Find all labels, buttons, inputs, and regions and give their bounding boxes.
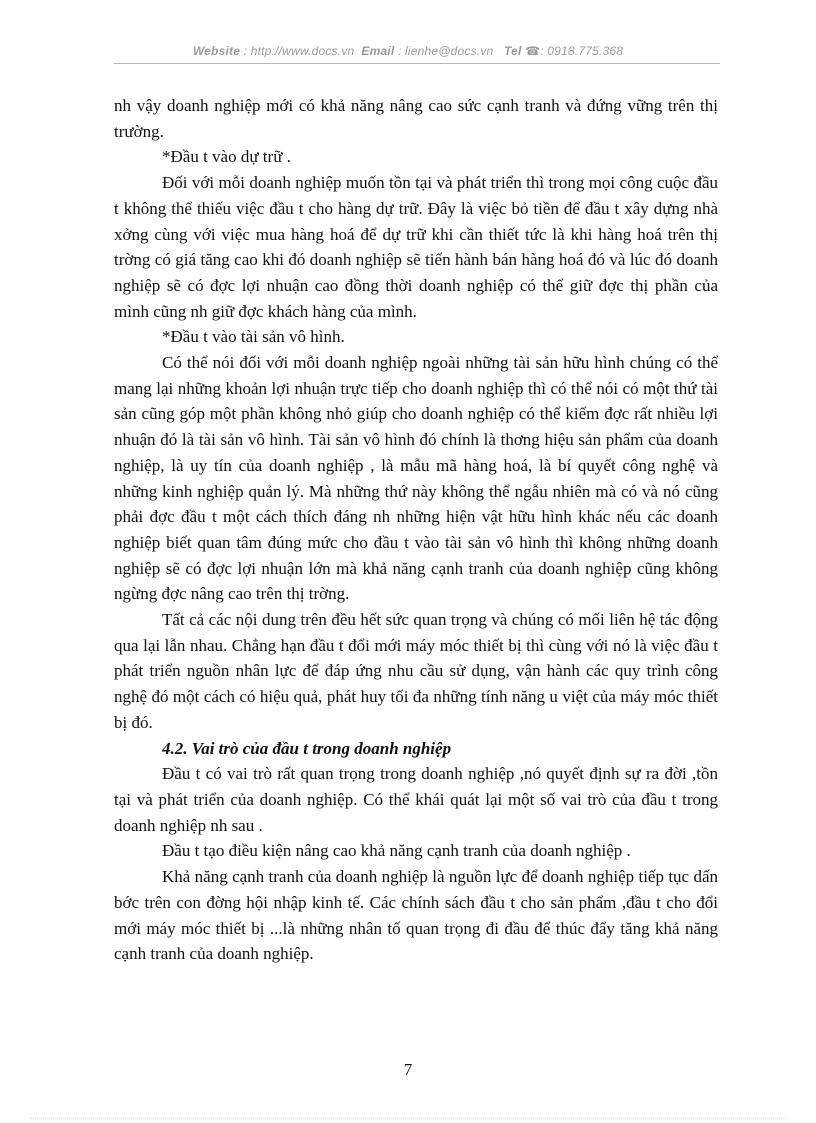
paragraph: Đầu t có vai trò rất quan trọng trong doanh nghiệp ,nó quyết định sự ra đời ,tồn tại và phát triển của doanh nghiệp. Có thể khái quát lại một số vai trò của đầu t trong doanh nghiệp nh sau . [114, 764, 718, 835]
website-label: Website [192, 44, 241, 58]
email-value: : lienhe@docs.vn [397, 44, 494, 58]
paragraph: *Đầu t vào dự trữ . [162, 147, 291, 167]
paragraph: Có thể nói đối với mỗi doanh nghiệp ngoài những tài sản hữu hình chúng có thể mang lại những khoản lợi nhuận trực tiếp cho doanh nghiệp thì có thể nói có một thứ tài sản cũng góp một phần không nhỏ giúp cho doanh nghiệp có thể kiếm đợc rất nhiều lợi nhuận đó là tài sản vô hình. Tài sản vô hình đó chính là thơng hiệu sản phẩm của doanh nghiệp, là uy tín của doanh nghiệp , là mẫu mã hàng hoá, là bí quyết công nghệ và những kinh nghiệp quản lý. Mà những thứ này không thể ngẫu nhiên mà có và nó cũng phải đợc đầu t một cách thích đáng nh những hiện vật hữu hình khác nếu các doanh nghiệp biết quan tâm đúng mức cho đầu t vào tài sản vô hình thì không những doanh nghiệp sẽ có đợc lợi nhuận lớn mà khả năng cạnh tranh của doanh nghiệp cũng không ngừng đợc nâng cao trên thị trờng. [114, 353, 718, 604]
paragraph: nh vậy doanh nghiệp mới có khả năng nâng cao sức cạnh tranh và đứng vững trên thị trường. [114, 96, 718, 141]
paragraph: Đầu t tạo điều kiện nâng cao khả năng cạnh tranh của doanh nghiệp . [162, 841, 631, 861]
page-number: 7 [403, 1060, 413, 1079]
paragraph: Đối với mỗi doanh nghiệp muốn tồn tại và phát triển thì trong mọi công cuộc đầu t không thể thiếu việc đầu t cho hàng dự trữ. Đây là việc bỏ tiền để đầu t xây dựng nhà xởng cùng với việc mua hàng hoá để dự trữ khi cần thiết tức là khi hàng hoá trên thị trờng có giá tăng cao khi đó doanh nghiệp sẽ tiến hành bán hàng hoá đó và lúc đó doanh nghiệp sẽ có đợc lợi nhuận cao đồng thời doanh nghiệp có thể giữ đợc thị phần của mình cũng nh giữ đợc khách hàng của mình. [114, 173, 718, 321]
tel-label: Tel [504, 44, 522, 58]
footer-divider [30, 1118, 786, 1119]
paragraph: *Đầu t vào tài sản vô hình. [162, 327, 345, 347]
page-header [0, 44, 816, 58]
document-body [114, 93, 718, 967]
header-divider [114, 63, 720, 64]
section-heading: 4.2. Vai trò của đầu t trong doanh nghiệp [162, 738, 452, 758]
paragraph: Khả năng cạnh tranh của doanh nghiệp là nguồn lực để doanh nghiệp tiếp tục dấn bớc trên con đờng hội nhập kinh tế. Các chính sách đầu t cho sản phẩm ,đầu t cho đổi mới máy móc thiết bị ...là những nhân tố quan trọng đi đầu để thúc đẩy tăng khả năng cạnh tranh của doanh nghiệp. [114, 867, 718, 964]
tel-value: ☎: 0918.775.368 [525, 44, 624, 58]
email-label: Email [361, 44, 395, 58]
paragraph: Tất cả các nội dung trên đều hết sức quan trọng và chúng có mối liên hệ tác động qua lại lẫn nhau. Chẳng hạn đầu t đổi mới máy móc thiết bị thì cùng với nó là việc đầu t phát triển nguồn nhân lực để đáp ứng nhu cầu sử dụng, vận hành các quy trình công nghệ đó một cách có hiệu quả, phát huy tối đa những tính năng u việt của máy móc thiết bị đó. [114, 610, 718, 732]
website-value: : http://www.docs.vn [243, 44, 355, 58]
